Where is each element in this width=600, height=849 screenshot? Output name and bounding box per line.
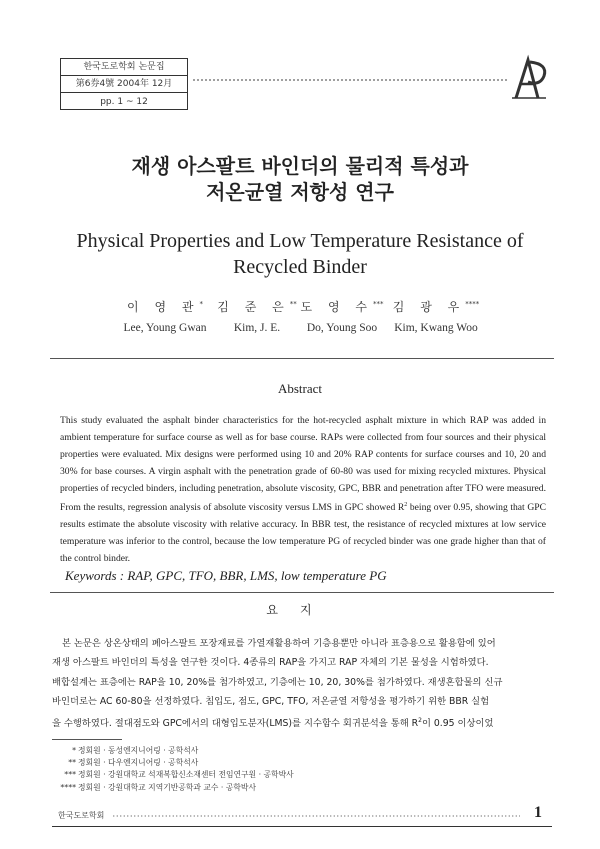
abstract-text-part-1: This study evaluated the asphalt binder characteristics for the hot-recycled asphalt mixture in which RAP was added in ambient temperature for surface course as well as for base course. RAPs were collected from four sources and their physical properties were evaluated. Mix designs were performed using 10 and 20% RAP contents for surface courses and 10, 20 and 30% for base courses. A virgin asphalt with the penetration grade of 60-80 was used for mixing recycled mixtures. Physical properties of recycled binders, including penetration, absolute viscosity, GPC, BBR and penetration after TFO were measured. From the results, regression analysis of absolute viscosity versus LMS in GPC showed R (60, 415, 546, 514)
author-3-mark: *** (372, 300, 384, 308)
footnote-rule (52, 739, 122, 740)
footnotes (56, 745, 456, 794)
keywords: Keywords : RAP, GPC, TFO, BBR, LMS, low temperature PG (65, 568, 387, 583)
summary-line-5-tail: 이 0.95 이상이었 (421, 718, 494, 730)
author-2-english: Kim, J. E. (233, 322, 281, 334)
page-number: 1 (534, 804, 542, 821)
abstract-text-part-2: being over 0.95, showing that GPC results estimate the absolute viscosity with relative accuracy. In BBR test, the resistance of recycled mixtures at low service temperature was inferior to the control, because the low temperature PG of recycled binder was one grade higher than that of the control binder. (60, 502, 546, 565)
journal-pages: pp. 1 ~ 12 (100, 97, 148, 107)
abstract-body (60, 412, 546, 567)
author-2-korean: 김 준 은 (217, 300, 290, 314)
summary-line-1: 본 논문은 상온상태의 폐아스팔트 포장재료를 가열재활용하여 기층용뿐만 아니라 표층용으로 활용함에 있어 (62, 638, 496, 649)
author-1-korean: 이 영 관 (127, 300, 200, 314)
korean-summary-body (52, 634, 552, 734)
footer-rule (52, 826, 552, 827)
footnote-4 (56, 782, 456, 794)
author-4-korean: 김 광 우 (392, 300, 466, 314)
journal-info-box (60, 58, 188, 110)
footnote-2-text: 정회원 · 다우엔지니어링 · 공학석사 (78, 758, 199, 768)
yoji-top-rule (50, 592, 554, 593)
korean-title-line-2: 저온균열 저항성 연구 (206, 180, 394, 204)
footnote-2-mark: ** (68, 758, 76, 768)
author-1-mark: * (199, 300, 203, 308)
journal-logo-icon (508, 54, 550, 104)
footnote-4-mark: **** (60, 782, 76, 792)
abstract-top-rule (50, 358, 554, 359)
footnote-3-text: 정회원 · 강원대학교 석재복합신소재센터 전임연구원 · 공학박사 (78, 770, 294, 780)
summary-line-5-text: 을 수행하였다. 절대점도와 GPC에서의 대형입도분자(LMS)를 지수함수 회귀분석을 통해 R (52, 718, 419, 730)
summary-line-3: 배합설계는 표층에는 RAP을 10, 20%를 첨가하였고, 기층에는 10, 20, 30%를 첨가하였다. 재생혼합물의 신규 (52, 676, 503, 688)
journal-volume: 第6券4號 2004年 12月 (61, 76, 187, 93)
abstract-superscript: 2 (404, 502, 408, 508)
journal-name: 한국도로학회 논문집 (61, 59, 187, 76)
author-4-mark: **** (465, 300, 480, 308)
english-title-line-1: Physical Properties and Low Temperature Resistance of (76, 230, 524, 252)
korean-title-line-1: 재생 아스팔트 바인더의 물리적 특성과 (131, 154, 469, 178)
summary-line-5 (52, 711, 552, 733)
english-title-line-2: Recycled Binder (233, 256, 367, 278)
footnote-3-mark: *** (64, 770, 76, 780)
footnote-4-text: 정회원 · 강원대학교 지역기반공학과 교수 · 공학박사 (78, 782, 256, 792)
author-4 (371, 298, 501, 334)
author-1-english: Lee, Young Gwan (123, 322, 207, 334)
author-3-english: Do, Young Soo (306, 322, 378, 334)
abstract-heading: Abstract (277, 381, 323, 396)
footnote-1 (56, 745, 456, 757)
footnote-3 (56, 769, 456, 781)
footnote-1-text: 정회원 · 동성엔지니어링 · 공학석사 (78, 746, 199, 755)
summary-superscript: 2 (418, 717, 422, 725)
header-dotted-line (192, 78, 508, 84)
author-3-korean: 도 영 수 (300, 300, 373, 314)
yoji-heading: 요지 (266, 603, 334, 617)
footer-society-name: 한국도로학회 (58, 811, 105, 820)
author-2-mark: ** (289, 300, 297, 308)
footer-dotted-line (112, 814, 520, 819)
footnote-2 (56, 757, 456, 769)
author-4-english: Kim, Kwang Woo (394, 322, 478, 334)
summary-line-2: 재생 아스팔트 바인더의 특성을 연구한 것이다. 4종류의 RAP을 가지고 RAP 자체의 기본 물성을 시험하였다. (52, 657, 489, 669)
footnote-1-mark: * (72, 746, 76, 755)
summary-line-4: 바인더로는 AC 60-80을 선정하였다. 침입도, 점도, GPC, TFO, 저온균열 저항성을 평가하기 위한 BBR 실험 (52, 695, 490, 707)
